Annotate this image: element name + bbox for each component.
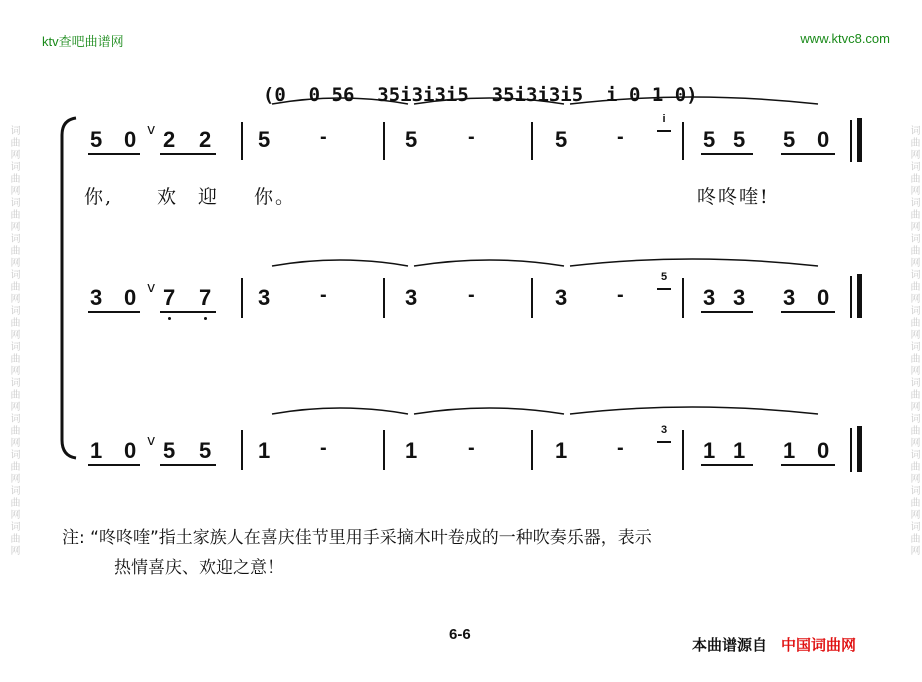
eighth-underline [160,311,216,313]
note: 7 [163,285,176,310]
dash: - [617,126,624,148]
middle-slur-3 [570,259,818,266]
note: 2 [199,127,212,152]
note: 3 [733,285,746,310]
eighth-underline [701,464,753,466]
grace-underline [657,288,671,290]
barline [383,278,385,318]
note: 3 [90,285,103,310]
lyric: 你。 [254,186,297,208]
low-octave-dot [168,317,171,320]
barline [531,278,533,318]
barline [682,430,684,470]
barline [682,122,684,160]
eighth-underline [781,153,835,155]
breath-mark: v [147,280,156,296]
footnote [62,523,862,583]
note: 1 [90,438,103,463]
final-barline-thin [850,276,852,318]
lower-slur-1 [272,408,408,414]
page-number: 6-6 [449,626,471,643]
eighth-underline [160,464,216,466]
lower-slur-3 [570,407,818,414]
footnote-line-2: 热情喜庆、欢迎之意！ [114,558,284,578]
barline [682,278,684,318]
source-prefix: 本曲谱源自 [692,636,768,654]
note: 5 [783,127,796,152]
eighth-underline [701,311,753,313]
lyric: 欢 [157,186,179,208]
note: 1 [783,438,796,463]
note: 0 [124,285,137,310]
barline [531,430,533,470]
note: 7 [199,285,212,310]
dash: - [468,437,475,459]
note: 0 [124,127,137,152]
note: 5 [90,127,103,152]
barline [241,430,243,470]
footnote-line-1: 注: “咚咚喹”指土家族人在喜庆佳节里用手采摘木叶卷成的一种吹奏乐器，表示 [62,528,652,548]
intro-slur-2 [414,98,564,104]
eighth-underline [88,464,140,466]
note: 0 [817,438,830,463]
note: 0 [124,438,137,463]
header-site-url[interactable]: www.ktvc8.com [800,31,890,46]
dash: - [468,284,475,306]
source-credit [692,634,856,655]
lyric: 你, [84,186,114,208]
dash: - [617,437,624,459]
lower-slur-2 [414,408,564,414]
note: 5 [733,127,746,152]
middle-slur-2 [414,260,564,266]
barline [383,122,385,160]
grace-note: i [662,113,666,125]
dash: - [617,284,624,306]
eighth-underline [781,464,835,466]
intro-text: (0 0 56 35i3i3i5 35i3i3i5 i 0 1 0) [262,84,698,106]
grace-note: 5 [660,271,668,283]
breath-mark: v [147,433,156,449]
note: 1 [703,438,716,463]
note: 3 [555,285,568,310]
note: 3 [405,285,418,310]
note: 5 [703,127,716,152]
note: 5 [258,127,271,152]
dash: - [468,126,475,148]
grace-underline [657,130,671,132]
eighth-underline [88,153,140,155]
final-barline-thin [850,120,852,162]
dash: - [320,437,327,459]
note: 3 [703,285,716,310]
low-octave-dot [204,317,207,320]
note: 0 [817,285,830,310]
final-barline-thick [857,118,862,162]
note: 5 [555,127,568,152]
note: 1 [258,438,271,463]
final-barline-thick [857,426,862,472]
note: 2 [163,127,176,152]
barline [531,122,533,160]
breath-mark: v [147,122,156,138]
side-watermark-right: 词曲网词曲网词曲网词曲网词曲网词曲网词曲网词曲网词曲网词曲网词曲网词曲网 [908,125,919,557]
note: 5 [163,438,176,463]
intro-slur-1 [272,98,408,104]
note: 0 [817,127,830,152]
eighth-underline [160,153,216,155]
note: 3 [783,285,796,310]
system-bracket [62,118,76,458]
barline [241,122,243,160]
eighth-underline [781,311,835,313]
grace-underline [657,441,671,443]
intro-slur-3 [570,97,818,104]
barline [383,430,385,470]
lyric: 迎 [198,186,220,208]
source-site-link[interactable]: 中国词曲网 [781,636,857,654]
barline [241,278,243,318]
final-barline-thick [857,274,862,318]
eighth-underline [701,153,753,155]
note: 5 [199,438,212,463]
eighth-underline [88,311,140,313]
note: 1 [555,438,568,463]
dash: - [320,284,327,306]
note: 5 [405,127,418,152]
lyric: 咚咚喹! [697,186,770,208]
note: 1 [405,438,418,463]
middle-slur-1 [272,260,408,266]
header-site-name[interactable]: ktv查吧曲谱网 [42,34,124,49]
side-watermark-left: 词曲网词曲网词曲网词曲网词曲网词曲网词曲网词曲网词曲网词曲网词曲网词曲网 [8,125,19,557]
note: 1 [733,438,746,463]
grace-note: 3 [660,424,668,436]
final-barline-thin [850,428,852,472]
note: 3 [258,285,271,310]
dash: - [320,126,327,148]
